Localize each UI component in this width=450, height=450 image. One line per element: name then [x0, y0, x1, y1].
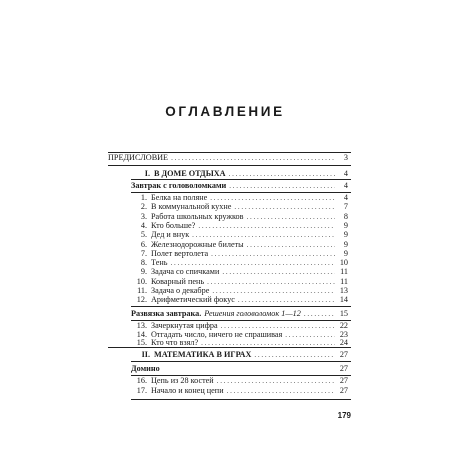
divider — [131, 399, 351, 400]
toc-entry-page: 22 — [339, 321, 348, 330]
toc-entry-page: 9 — [343, 239, 348, 249]
toc-entry-label: Кто больше? — [151, 220, 196, 230]
toc-section-breakfast — [131, 181, 348, 191]
toc-entry-sublabel: Решения головоломок 1—12 — [204, 309, 301, 318]
divider — [131, 306, 351, 307]
toc-entry-label: Начало и конец цепи — [151, 385, 224, 395]
toc-entry-page: 11 — [340, 267, 348, 277]
toc-entry-number: 1. — [140, 193, 147, 202]
toc-entry-page: 11 — [340, 276, 348, 286]
toc-entry-page: 14 — [339, 295, 348, 305]
dot-leader — [227, 386, 335, 396]
toc-entry-label: Полет вертолета — [151, 248, 209, 258]
dot-leader — [229, 169, 335, 179]
toc-entry-label: В коммунальной кухне — [151, 202, 232, 212]
toc-entry-page: 10 — [339, 258, 348, 268]
toc-entry-page: 4 — [343, 169, 348, 178]
toc-entry-page: 27 — [339, 364, 348, 373]
dot-leader — [229, 181, 335, 191]
toc-entry-number: 17. — [136, 385, 147, 395]
page-number: 179 — [337, 411, 351, 420]
dot-leader — [238, 295, 335, 305]
toc-entry-number: 4. — [140, 220, 147, 230]
toc-entry-label: Завтрак с головоломками — [131, 181, 227, 190]
toc-entry-label: Железнодорожные билеты — [151, 239, 244, 249]
toc-entry-page: 13 — [339, 286, 348, 295]
toc-entry-page: 27 — [339, 376, 348, 385]
toc-entry-number: 2. — [140, 202, 147, 212]
toc-entry — [131, 295, 348, 305]
toc-entry-number: 16. — [136, 376, 147, 385]
toc-entry-label: МАТЕМАТИКА В ИГРАХ — [154, 350, 252, 359]
toc-entry-label: Тень — [151, 258, 168, 268]
toc-entry-label: В ДОМЕ ОТДЫХА — [154, 169, 226, 178]
divider — [131, 179, 351, 180]
toc-entry-part-1 — [108, 169, 348, 179]
toc-entry-page: 9 — [343, 248, 348, 258]
divider — [108, 347, 351, 348]
toc-entry-number: II. — [141, 350, 150, 359]
toc-entry-number: 11. — [137, 286, 147, 295]
toc-entry-page: 4 — [343, 181, 348, 190]
toc-entry-number: 9. — [140, 267, 147, 277]
toc-section-breakfast-solutions — [131, 309, 348, 319]
toc-entry-label: Работа школьных кружков — [151, 211, 244, 221]
toc-section-domino — [131, 364, 348, 374]
toc-entry-number: 12. — [136, 295, 147, 305]
divider — [131, 361, 351, 362]
toc-entry-preface — [108, 153, 348, 163]
toc-entry-number: 15. — [136, 338, 147, 348]
dot-leader — [304, 309, 335, 319]
toc-entry-page: 27 — [339, 350, 348, 359]
toc-entry-label: Отгадать число, ничего не спрашивая — [151, 329, 283, 339]
toc-entry-label: Задача о декабре — [151, 286, 210, 295]
dot-leader — [171, 153, 335, 163]
dot-leader — [217, 376, 335, 386]
toc-entry-label: Цепь из 28 костей — [151, 376, 214, 385]
dot-leader — [254, 350, 335, 360]
toc-entry-label: Белка на поляне — [151, 193, 208, 202]
toc-entry-page: 7 — [343, 202, 348, 212]
divider — [108, 165, 351, 166]
toc-entry-label: Арифметический фокус — [151, 295, 235, 305]
toc-entry-label: ПРЕДИСЛОВИЕ — [108, 153, 169, 162]
toc-entry-label: Зачеркнутая цифра — [151, 321, 218, 330]
toc-entry-label: Кто что взял? — [151, 338, 199, 348]
toc-entry-number: 7. — [140, 248, 147, 258]
toc-entry-label: Коварный пень — [151, 276, 205, 286]
toc-entry-number: 6. — [140, 239, 147, 249]
toc-entry-number: 3. — [140, 211, 147, 221]
page-title: ОГЛАВЛЕНИЕ — [165, 104, 285, 119]
toc-entry-number: 13. — [136, 321, 147, 330]
toc-entry-label: Домино — [131, 364, 160, 373]
toc-entry-number: 10. — [136, 276, 147, 286]
toc-entry-number: I. — [144, 169, 150, 178]
toc-entry-page: 27 — [339, 385, 348, 395]
toc-entry-page: 9 — [343, 230, 348, 240]
toc-entry-label: Дед и внук — [151, 230, 190, 240]
toc-entry-page: 24 — [339, 338, 348, 348]
toc-entry-part-2 — [108, 350, 348, 360]
toc-entry-page: 15 — [339, 309, 348, 318]
toc-entry — [131, 376, 348, 386]
toc-entry-page: 23 — [339, 329, 348, 339]
toc-entry-number: 5. — [140, 230, 147, 240]
toc-entry-page: 4 — [343, 193, 348, 202]
toc-entry-number: 8. — [140, 258, 147, 268]
toc-entry-page: 3 — [343, 153, 348, 162]
toc-entry-number: 14. — [136, 329, 147, 339]
toc-entry-page: 8 — [343, 211, 348, 221]
toc-entry — [131, 386, 348, 396]
toc-entry-label: Задача со спичками — [151, 267, 220, 277]
toc-entry-label: Развязка завтрака. — [131, 309, 202, 318]
toc-entry-page: 9 — [343, 220, 348, 230]
